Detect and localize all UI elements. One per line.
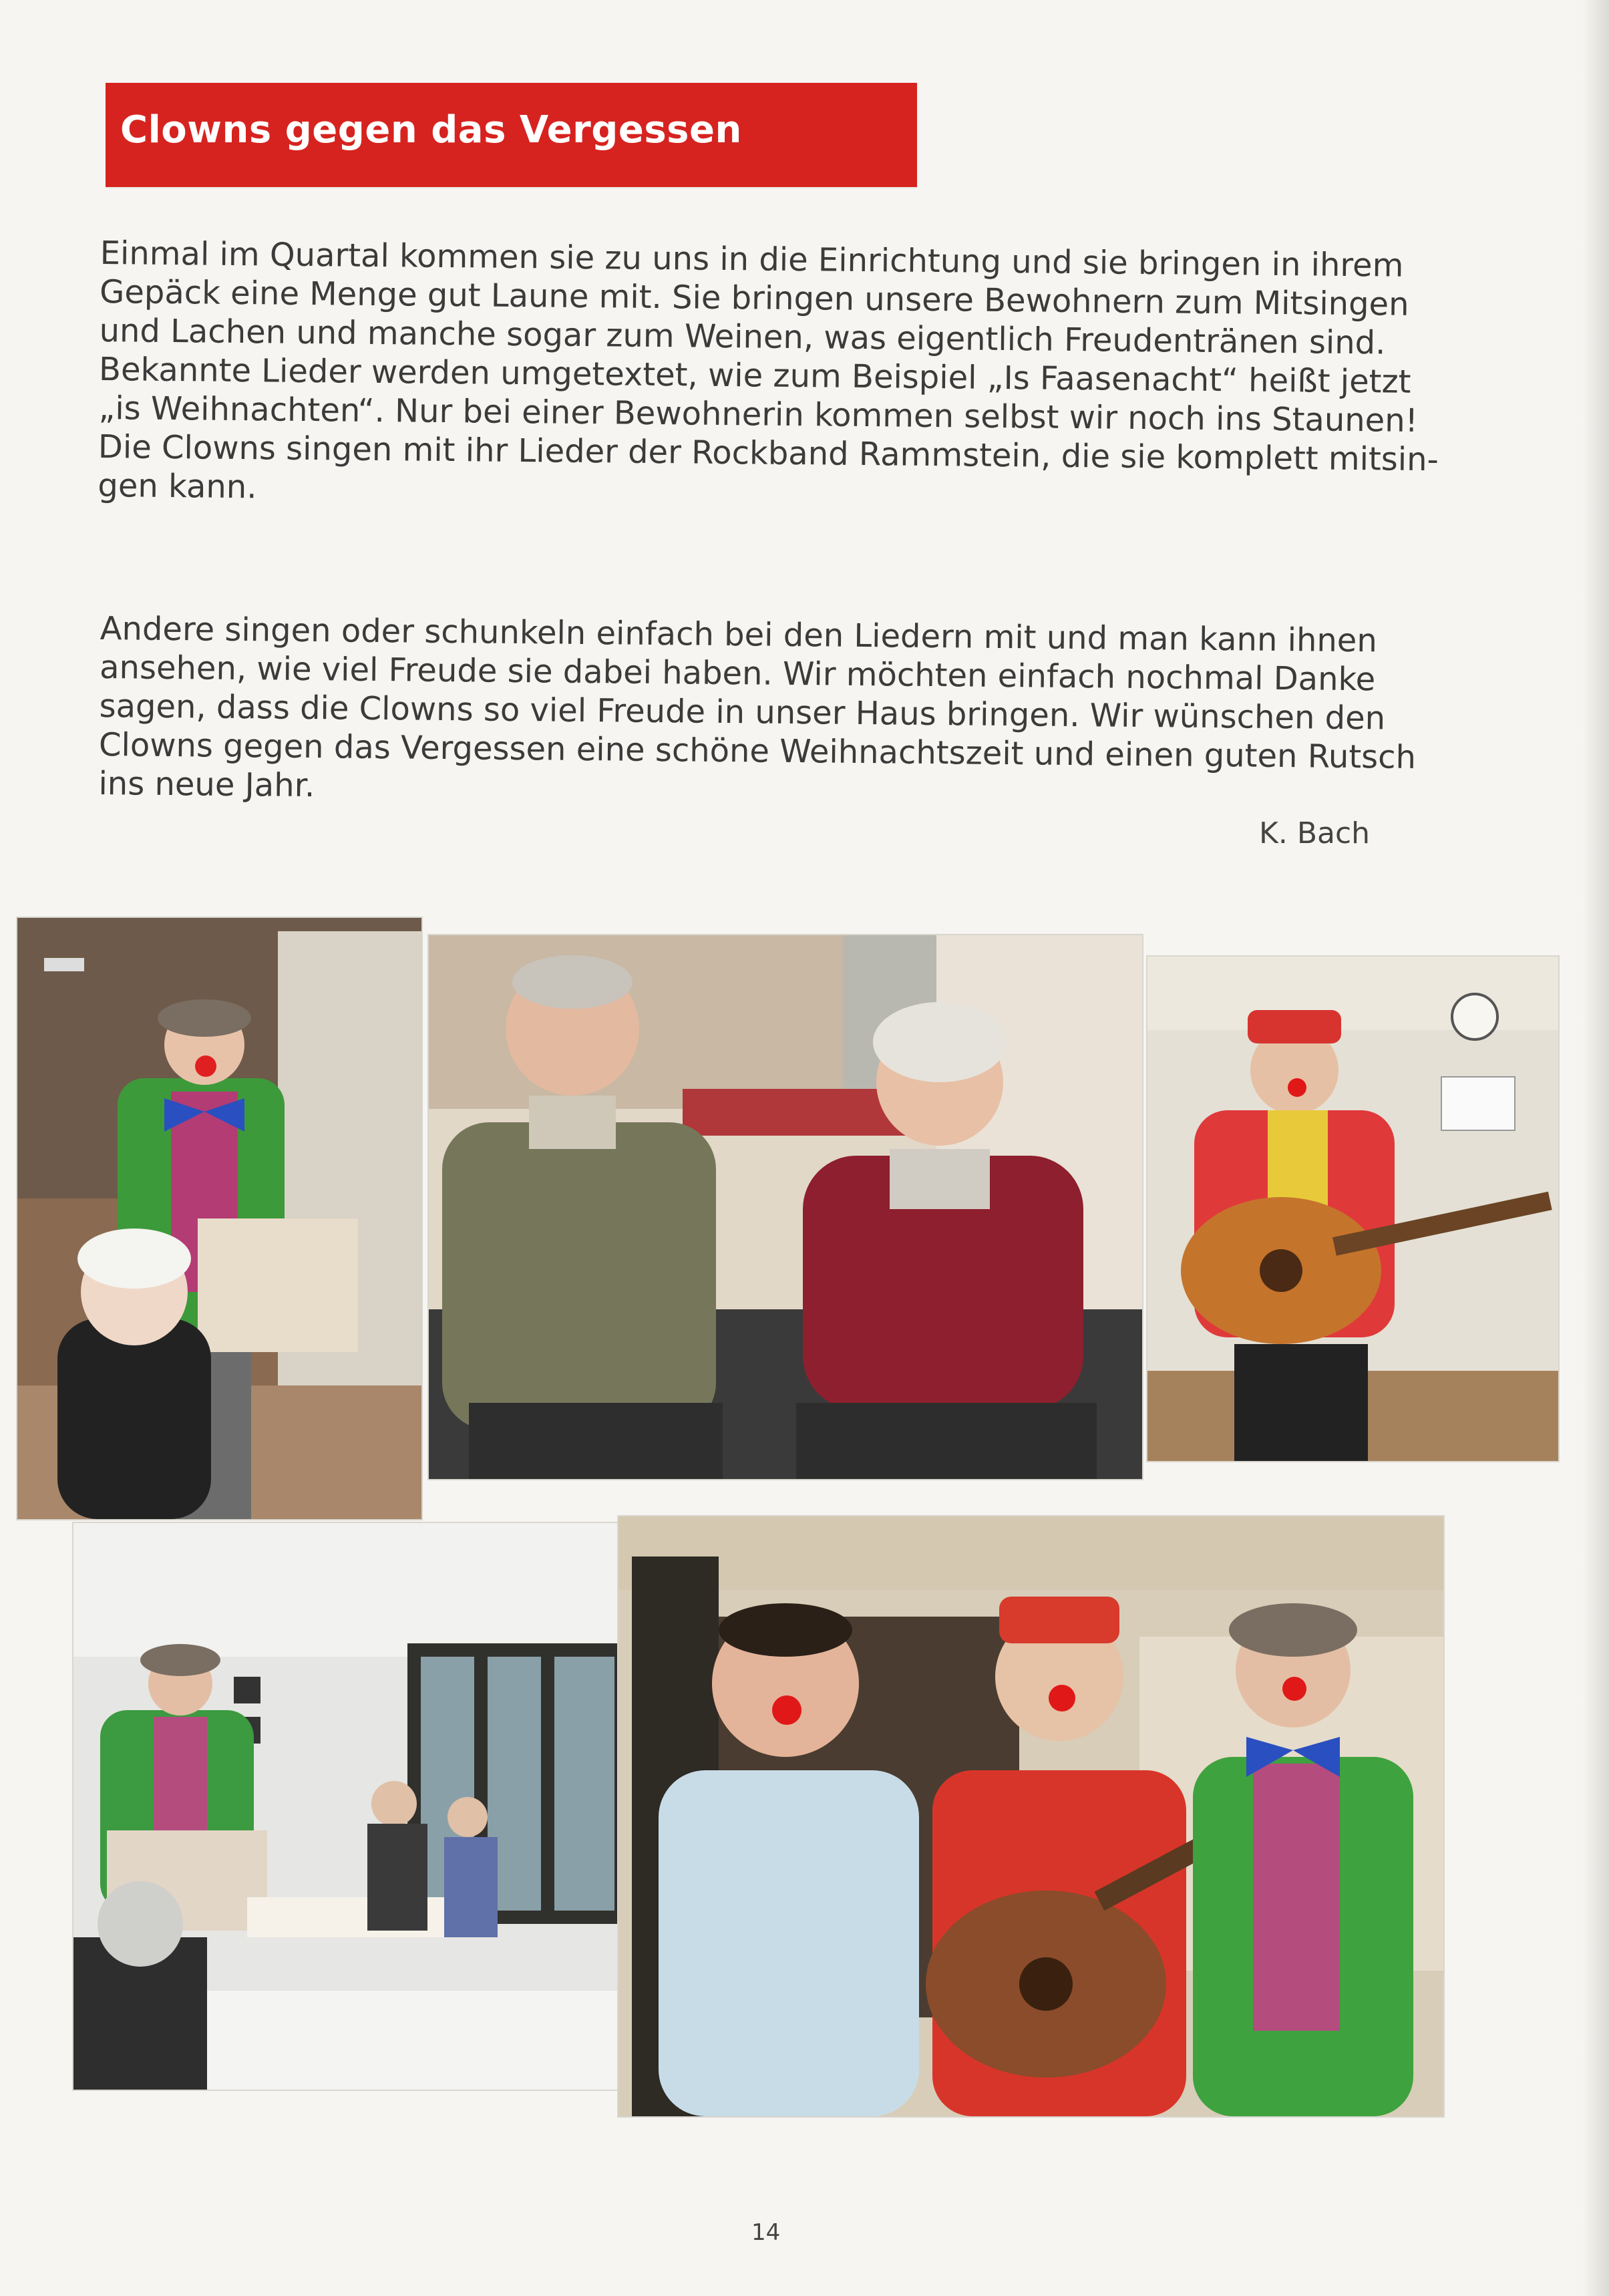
text-line: und Lachen und manche sogar zum Weinen, was eigentlich Freudentränen sind. [99, 311, 1386, 362]
paragraph-1 [98, 234, 1476, 518]
text-line: Gepäck eine Menge gut Laune mit. Sie bringen unsere Bewohnern zum Mitsingen [99, 273, 1409, 323]
author-signature: K. Bach [1259, 816, 1371, 850]
photo-clown-with-guitar [1146, 955, 1560, 1462]
photo-nurse-with-two-clowns [617, 1515, 1445, 2118]
text-line: Die Clowns singen mit ihr Lieder der Rockband Rammstein, die sie komplett mitsin- [98, 428, 1439, 479]
page-number: 14 [751, 2219, 781, 2246]
photo-clown-with-resident [16, 917, 423, 1520]
text-line: sagen, dass die Clowns so viel Freude in unser Haus bringen. Wir wünschen den [99, 687, 1386, 737]
text-line: ins neue Jahr. [98, 764, 315, 805]
text-line: ansehen, wie viel Freude sie dabei haben. Wir möchten einfach nochmal Danke [99, 648, 1376, 699]
title-bar [106, 83, 917, 187]
text-line: Clowns gegen das Vergessen eine schöne Weihnachtszeit und einen guten Rutsch [98, 725, 1417, 776]
text-line: gen kann. [98, 466, 257, 506]
text-line: Bekannte Lieder werden umgetextet, wie zum Beispiel „Is Faasenacht“ heißt jetzt [98, 350, 1411, 401]
page-edge-shadow [1582, 0, 1609, 2296]
page-title: Clowns gegen das Vergessen [120, 108, 742, 152]
photo-two-residents-seated [427, 934, 1143, 1480]
text-line: Einmal im Quartal kommen sie zu uns in die Einrichtung und sie bringen in ihrem [100, 234, 1404, 285]
text-line: Andere singen oder schunkeln einfach bei den Liedern mit und man kann ihnen [100, 609, 1378, 660]
paragraph-2 [98, 609, 1476, 816]
text-line: „is Weihnachten“. Nur bei einer Bewohnerin kommen selbst wir noch ins Staunen! [98, 389, 1419, 440]
photo-dining-room-with-clown [72, 1522, 629, 2091]
